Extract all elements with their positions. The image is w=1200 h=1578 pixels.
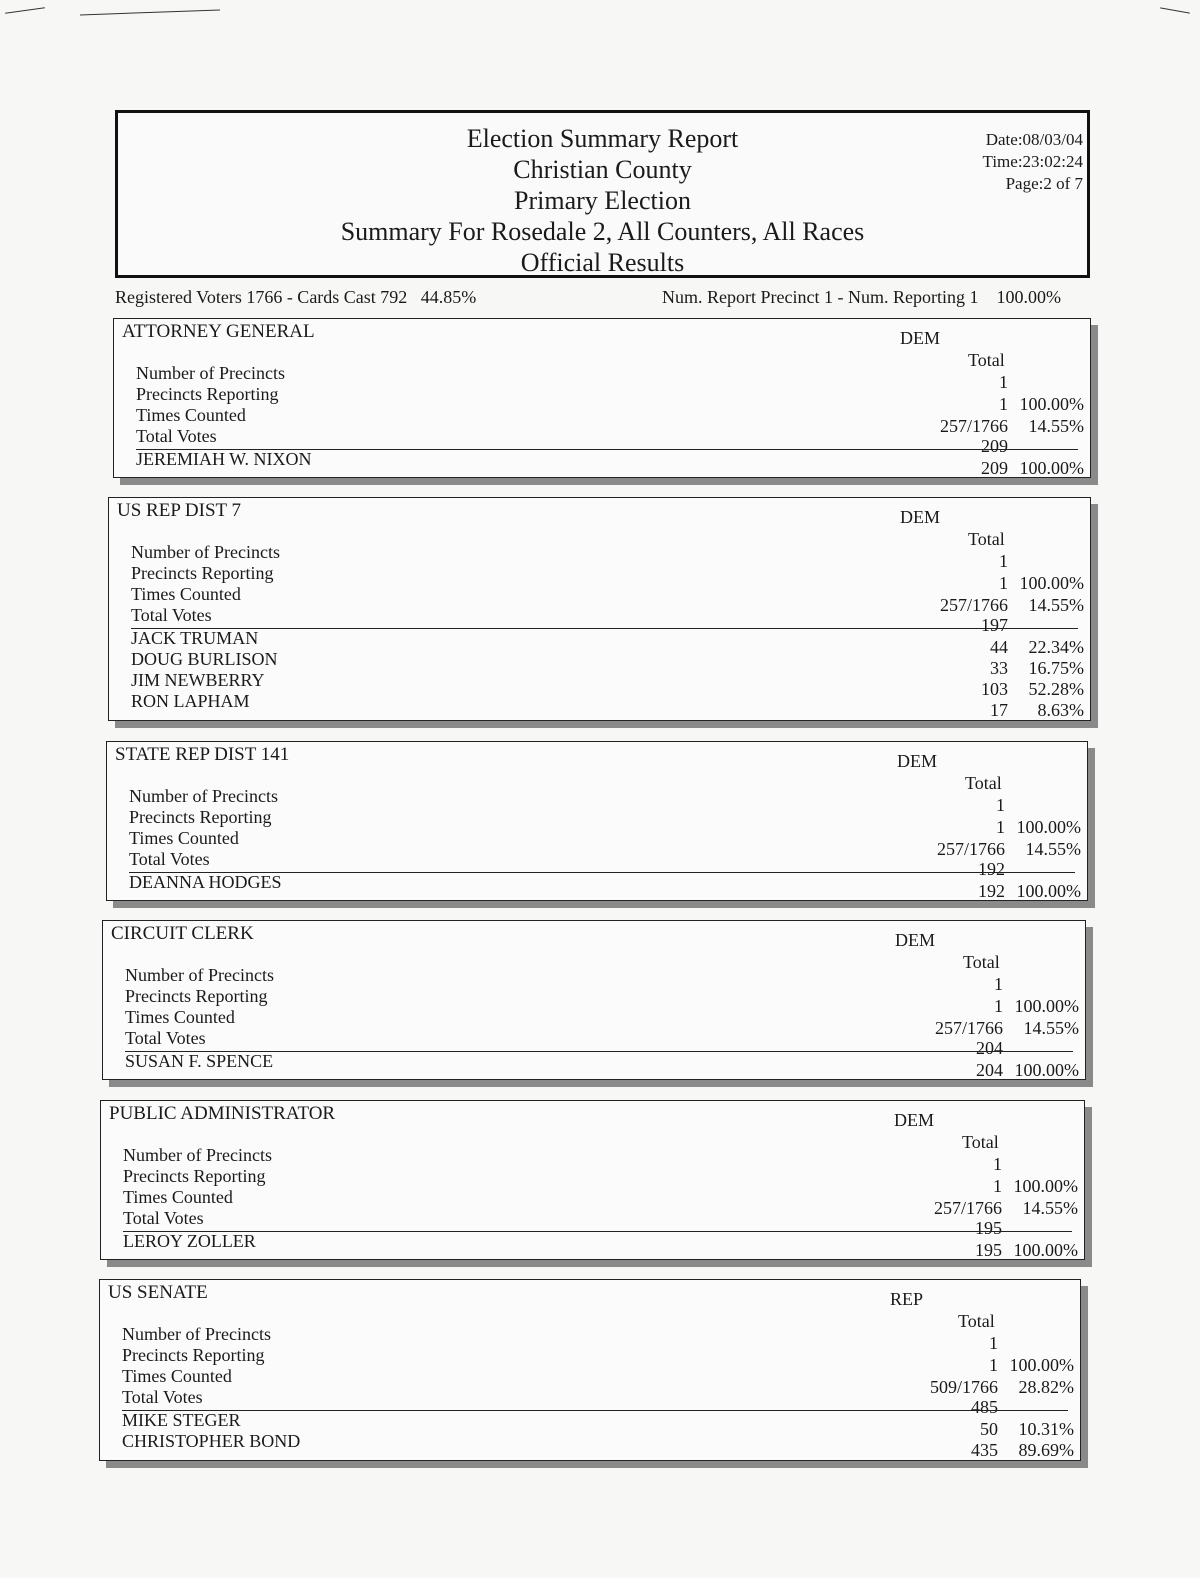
party-label: DEM bbox=[900, 328, 940, 348]
candidate-votes: 204 bbox=[976, 1060, 1003, 1080]
precincts-reporting-value: 1 bbox=[993, 1176, 1002, 1196]
report-title: Election Summary Report bbox=[466, 124, 739, 153]
candidate-votes: 17 bbox=[990, 700, 1008, 720]
reporting-summary: Num. Report Precinct 1 - Num. Reporting 1 100.00% bbox=[662, 287, 1061, 307]
precincts-reporting-value: 1 bbox=[999, 573, 1008, 593]
report-time: Time:23:02:24 bbox=[982, 152, 1083, 171]
race-box bbox=[108, 497, 1091, 721]
number-of-precincts-value: 1 bbox=[999, 372, 1008, 392]
precincts-reporting-value: 1 bbox=[999, 394, 1008, 414]
precincts-reporting-label: Precincts Reporting bbox=[125, 986, 268, 1006]
times-counted-percent: 14.55% bbox=[1022, 1198, 1078, 1218]
report-header bbox=[115, 110, 1090, 278]
times-counted-percent: 28.82% bbox=[1018, 1377, 1074, 1397]
total-votes-value: 204 bbox=[976, 1038, 1003, 1058]
precincts-reporting-value: 1 bbox=[994, 996, 1003, 1016]
number-of-precincts-value: 1 bbox=[994, 974, 1003, 994]
race-box bbox=[102, 920, 1086, 1080]
race-title: US SENATE bbox=[108, 1282, 208, 1303]
candidate-divider bbox=[131, 628, 1078, 629]
number-of-precincts-label: Number of Precincts bbox=[136, 363, 285, 383]
candidate-votes: 33 bbox=[990, 658, 1008, 678]
scan-mark bbox=[80, 10, 220, 16]
candidate-divider bbox=[123, 1231, 1072, 1232]
county-name: Christian County bbox=[513, 155, 692, 184]
report-meta bbox=[983, 129, 1083, 195]
precincts-reporting-label: Precincts Reporting bbox=[131, 563, 274, 583]
precincts-reporting-percent: 100.00% bbox=[1016, 817, 1081, 837]
scan-mark bbox=[5, 7, 45, 14]
total-votes-value: 485 bbox=[971, 1397, 998, 1417]
candidate-percent: 89.69% bbox=[1018, 1440, 1074, 1460]
total-votes-value: 197 bbox=[981, 615, 1008, 635]
times-counted-label: Times Counted bbox=[136, 405, 246, 425]
total-votes-label: Total Votes bbox=[123, 1208, 204, 1228]
candidate-votes: 435 bbox=[971, 1440, 998, 1460]
total-column-header: Total bbox=[968, 350, 1005, 370]
candidate-percent: 52.28% bbox=[1028, 679, 1084, 699]
total-votes-label: Total Votes bbox=[131, 605, 212, 625]
candidate-name: DEANNA HODGES bbox=[129, 872, 282, 892]
scan-mark bbox=[1160, 7, 1190, 13]
precincts-reporting-label: Precincts Reporting bbox=[129, 807, 272, 827]
race-title: PUBLIC ADMINISTRATOR bbox=[109, 1103, 336, 1124]
total-column-header: Total bbox=[958, 1311, 995, 1331]
precincts-reporting-percent: 100.00% bbox=[1019, 573, 1084, 593]
total-column-header: Total bbox=[968, 529, 1005, 549]
precincts-reporting-label: Precincts Reporting bbox=[136, 384, 279, 404]
candidate-divider bbox=[122, 1410, 1068, 1411]
precincts-reporting-percent: 100.00% bbox=[1019, 394, 1084, 414]
times-counted-percent: 14.55% bbox=[1023, 1018, 1079, 1038]
number-of-precincts-label: Number of Precincts bbox=[131, 542, 280, 562]
candidate-name: RON LAPHAM bbox=[131, 691, 250, 711]
times-counted-value: 509/1766 bbox=[929, 1377, 998, 1397]
candidate-percent: 100.00% bbox=[1013, 1240, 1078, 1260]
number-of-precincts-label: Number of Precincts bbox=[123, 1145, 272, 1165]
candidate-name: JEREMIAH W. NIXON bbox=[136, 449, 312, 469]
precincts-reporting-percent: 100.00% bbox=[1014, 996, 1079, 1016]
total-votes-value: 209 bbox=[981, 436, 1008, 456]
candidate-votes: 192 bbox=[978, 881, 1005, 901]
total-votes-value: 195 bbox=[975, 1218, 1002, 1238]
times-counted-label: Times Counted bbox=[129, 828, 239, 848]
candidate-votes: 44 bbox=[990, 637, 1008, 657]
candidate-votes: 103 bbox=[981, 679, 1008, 699]
race-title: ATTORNEY GENERAL bbox=[122, 321, 315, 342]
party-label: DEM bbox=[897, 751, 937, 771]
candidate-percent: 16.75% bbox=[1028, 658, 1084, 678]
times-counted-percent: 14.55% bbox=[1028, 595, 1084, 615]
times-counted-label: Times Counted bbox=[125, 1007, 235, 1027]
times-counted-value: 257/1766 bbox=[936, 839, 1005, 859]
number-of-precincts-label: Number of Precincts bbox=[125, 965, 274, 985]
number-of-precincts-label: Number of Precincts bbox=[122, 1324, 271, 1344]
times-counted-percent: 14.55% bbox=[1025, 839, 1081, 859]
registered-voters-summary: Registered Voters 1766 - Cards Cast 792 44.85% bbox=[115, 287, 477, 307]
candidate-name: CHRISTOPHER BOND bbox=[122, 1431, 301, 1451]
candidate-name: JACK TRUMAN bbox=[131, 628, 259, 648]
candidate-name: DOUG BURLISON bbox=[131, 649, 278, 669]
precincts-reporting-percent: 100.00% bbox=[1009, 1355, 1074, 1375]
precincts-reporting-label: Precincts Reporting bbox=[123, 1166, 266, 1186]
party-label: DEM bbox=[894, 1110, 934, 1130]
times-counted-value: 257/1766 bbox=[939, 595, 1008, 615]
race-title: STATE REP DIST 141 bbox=[115, 744, 290, 765]
times-counted-percent: 14.55% bbox=[1028, 416, 1084, 436]
total-votes-label: Total Votes bbox=[122, 1387, 203, 1407]
candidate-votes: 209 bbox=[981, 458, 1008, 478]
report-date: Date:08/03/04 bbox=[985, 130, 1083, 149]
total-votes-value: 192 bbox=[978, 859, 1005, 879]
party-label: DEM bbox=[895, 930, 935, 950]
candidate-percent: 100.00% bbox=[1019, 458, 1084, 478]
times-counted-value: 257/1766 bbox=[939, 416, 1008, 436]
total-column-header: Total bbox=[963, 952, 1000, 972]
summary-scope: Summary For Rosedale 2, All Counters, All Races bbox=[340, 217, 865, 246]
candidate-name: LEROY ZOLLER bbox=[123, 1231, 256, 1251]
times-counted-value: 257/1766 bbox=[934, 1018, 1003, 1038]
candidate-name: JIM NEWBERRY bbox=[131, 670, 265, 690]
number-of-precincts-label: Number of Precincts bbox=[129, 786, 278, 806]
race-title: CIRCUIT CLERK bbox=[111, 923, 254, 944]
precincts-reporting-value: 1 bbox=[989, 1355, 998, 1375]
party-label: DEM bbox=[900, 507, 940, 527]
precincts-reporting-label: Precincts Reporting bbox=[122, 1345, 265, 1365]
total-votes-label: Total Votes bbox=[136, 426, 217, 446]
candidate-percent: 10.31% bbox=[1018, 1419, 1074, 1439]
candidate-percent: 100.00% bbox=[1014, 1060, 1079, 1080]
race-box bbox=[99, 1279, 1081, 1461]
number-of-precincts-value: 1 bbox=[989, 1333, 998, 1353]
times-counted-label: Times Counted bbox=[123, 1187, 233, 1207]
precincts-reporting-percent: 100.00% bbox=[1013, 1176, 1078, 1196]
candidate-votes: 50 bbox=[980, 1419, 998, 1439]
precincts-reporting-value: 1 bbox=[996, 817, 1005, 837]
candidate-name: MIKE STEGER bbox=[122, 1410, 241, 1430]
candidate-votes: 195 bbox=[975, 1240, 1002, 1260]
election-name: Primary Election bbox=[514, 186, 691, 215]
times-counted-value: 257/1766 bbox=[933, 1198, 1002, 1218]
candidate-percent: 22.34% bbox=[1028, 637, 1084, 657]
candidate-percent: 8.63% bbox=[1037, 700, 1084, 720]
number-of-precincts-value: 1 bbox=[999, 551, 1008, 571]
results-status: Official Results bbox=[520, 248, 685, 277]
party-label: REP bbox=[890, 1289, 924, 1309]
number-of-precincts-value: 1 bbox=[996, 795, 1005, 815]
total-column-header: Total bbox=[962, 1132, 999, 1152]
race-title: US REP DIST 7 bbox=[117, 500, 242, 521]
number-of-precincts-value: 1 bbox=[993, 1154, 1002, 1174]
total-votes-label: Total Votes bbox=[129, 849, 210, 869]
candidate-percent: 100.00% bbox=[1016, 881, 1081, 901]
race-box bbox=[113, 318, 1091, 478]
race-box bbox=[100, 1100, 1085, 1260]
race-box bbox=[106, 741, 1088, 901]
total-votes-label: Total Votes bbox=[125, 1028, 206, 1048]
times-counted-label: Times Counted bbox=[122, 1366, 232, 1386]
total-column-header: Total bbox=[965, 773, 1002, 793]
report-page: Page:2 of 7 bbox=[1005, 174, 1083, 193]
candidate-name: SUSAN F. SPENCE bbox=[125, 1051, 274, 1071]
times-counted-label: Times Counted bbox=[131, 584, 241, 604]
